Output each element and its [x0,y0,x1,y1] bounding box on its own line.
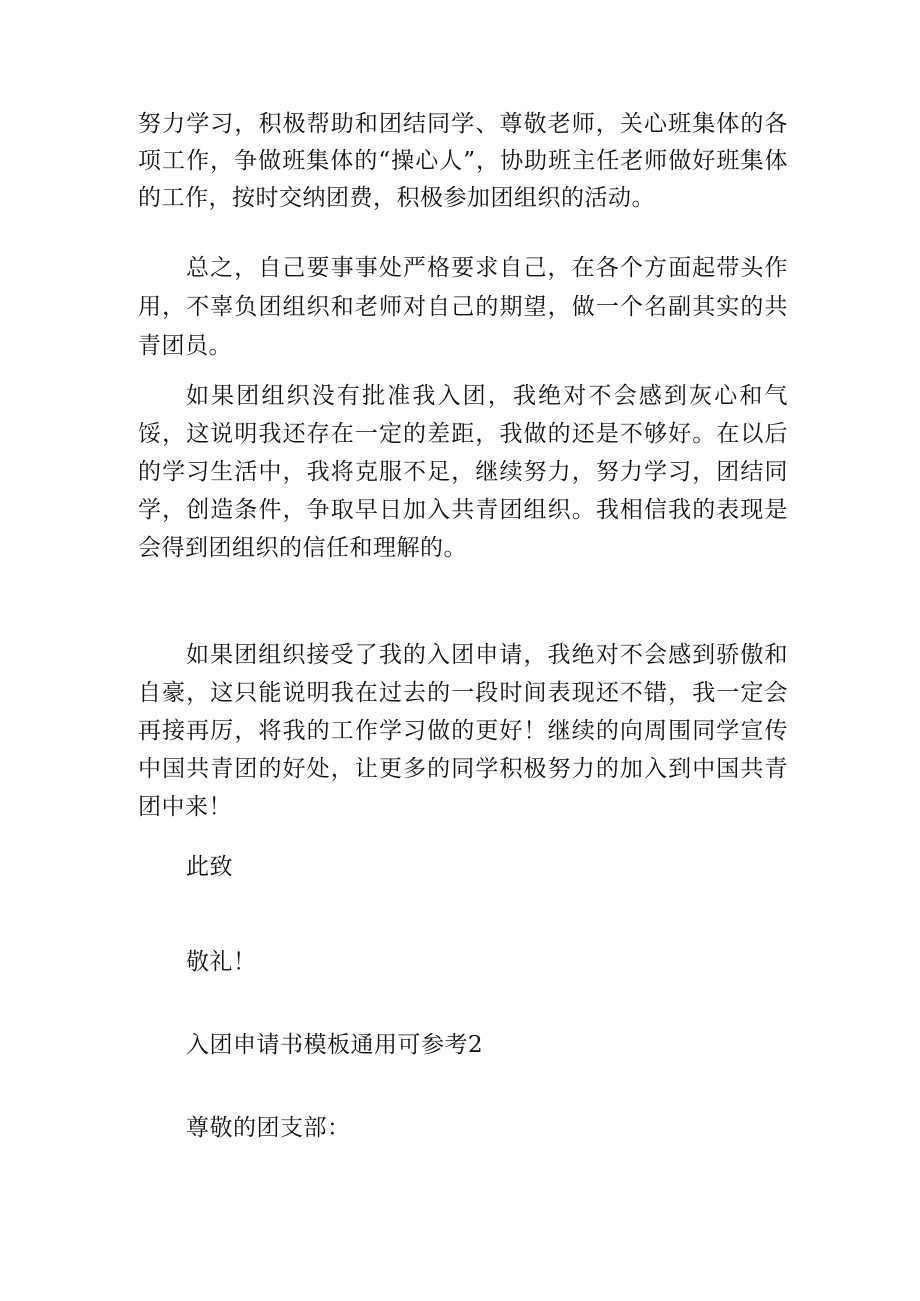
paragraph-not-approved: 如果团组织没有批准我入团，我绝对不会感到灰心和气馁，这说明我还存在一定的差距，我做的还是不够好。在以后的学习生活中，我将克服不足，继续努力，努力学习，团结同学，创造条件，争取早日加入共青团组织。我相信我的表现是会得到团组织的信任和理解的。 [138,383,788,561]
section-title: 入团申请书模板通用可参考2 [186,1032,484,1058]
closing-text: 此致 [186,854,233,880]
paragraph-continuation: 努力学习，积极帮助和团结同学、尊敬老师，关心班集体的各项工作，争做班集体的“操心人”，协助班主任老师做好班集体的工作，按时交纳团费，积极参加团组织的活动。 [138,111,788,211]
salute-text: 敬礼！ [186,949,257,975]
paragraph-approved: 如果团组织接受了我的入团申请，我绝对不会感到骄傲和自豪，这只能说明我在过去的一段时间表现还不错，我一定会再接再厉，将我的工作学习做的更好！继续的向周围同学宣传中国共青团的好处，让更多的同学积极努力的加入到中国共青团中来！ [138,642,788,820]
greeting-text: 尊敬的团支部： [186,1115,351,1141]
paragraph-summary: 总之，自己要事事处严格要求自己，在各个方面起带头作用，不辜负团组织和老师对自己的期望，做一个名副其实的共青团员。 [138,255,788,359]
